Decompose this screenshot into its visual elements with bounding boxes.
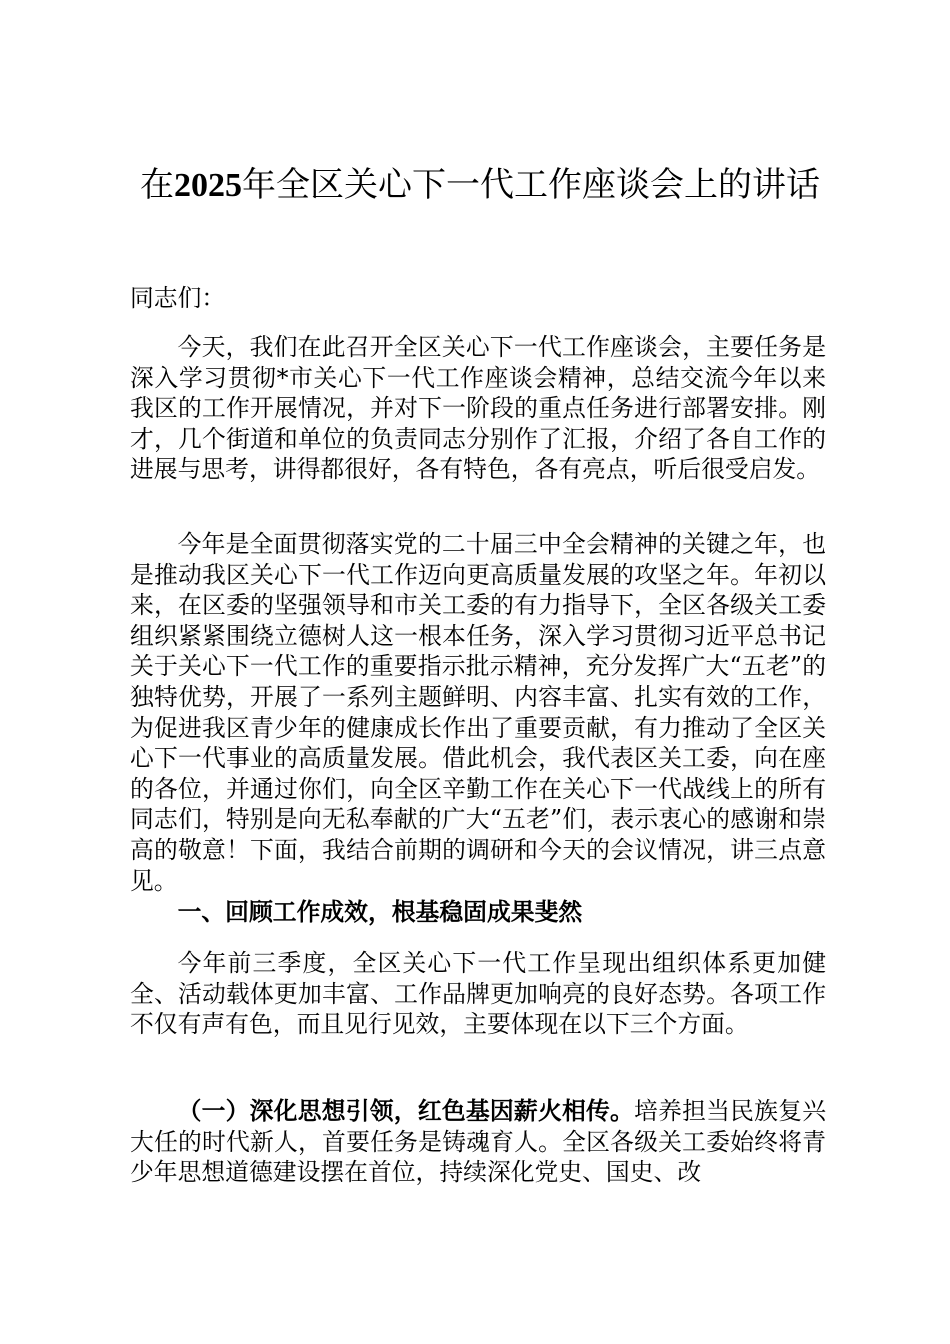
paragraph-review: 今年是全面贯彻落实党的二十届三中全会精神的关键之年，也是推动我区关心下一代工作迈向更高质量发展的攻坚之年。年初以来，在区委的坚强领导和市关工委的有力指导下，全区各级关工委组织紧紧围绕立德树人这一根本任务，深入学习贯彻习近平总书记关于关心下一代工作的重要指示批示精神，充分发挥广大“五老”的独特优势，开展了一系列主题鲜明、内容丰富、扎实有效的工作，为促进我区青少年的健康成长作出了重要贡献，有力推动了全区关心下一代事业的高质量发展。借此机会，我代表区关工委，向在座的各位，并通过你们，向全区辛勤工作在关心下一代战线上的所有同志们，特别是向无私奉献的广大“五老”们，表示衷心的感谢和崇高的敬意！下面，我结合前期的调研和今天的会议情况，讲三点意见。 bbox=[130, 530, 826, 895]
paragraph-section-1: 今年前三季度，全区关心下一代工作呈现出组织体系更加健全、活动载体更加丰富、工作品牌更加响亮的良好态势。各项工作不仅有声有色，而且见行见效，主要体现在以下三个方面。 bbox=[130, 949, 826, 1039]
title-rest: 年全区关心下一代工作座谈会上的讲话 bbox=[242, 165, 820, 205]
title-prefix: 在 bbox=[140, 165, 174, 205]
document-title bbox=[130, 160, 830, 211]
section-heading-1: 一、回顾工作成效，根基稳固成果斐然 bbox=[177, 898, 583, 926]
subsection-body-1: 培养担当民族复兴大任的时代新人，首要任务是铸魂育人。全区各级关工委始终将青少年思想道德建设摆在首位，持续深化党史、国史、改 bbox=[130, 1097, 827, 1187]
salutation: 同志们： bbox=[130, 284, 226, 312]
paragraph-subsection-1 bbox=[130, 1096, 826, 1188]
subsection-heading-1: （一）深化思想引领，红色基因薪火相传。 bbox=[177, 1097, 635, 1125]
title-year: 2025 bbox=[174, 167, 242, 204]
paragraph-intro: 今天，我们在此召开全区关心下一代工作座谈会，主要任务是深入学习贯彻*市关心下一代工作座谈会精神，总结交流今年以来我区的工作开展情况，并对下一阶段的重点任务进行部署安排。刚才，几个街道和单位的负责同志分别作了汇报，介绍了各自工作的进展与思考，讲得都很好，各有特色，各有亮点，听后很受启发。 bbox=[130, 333, 826, 484]
